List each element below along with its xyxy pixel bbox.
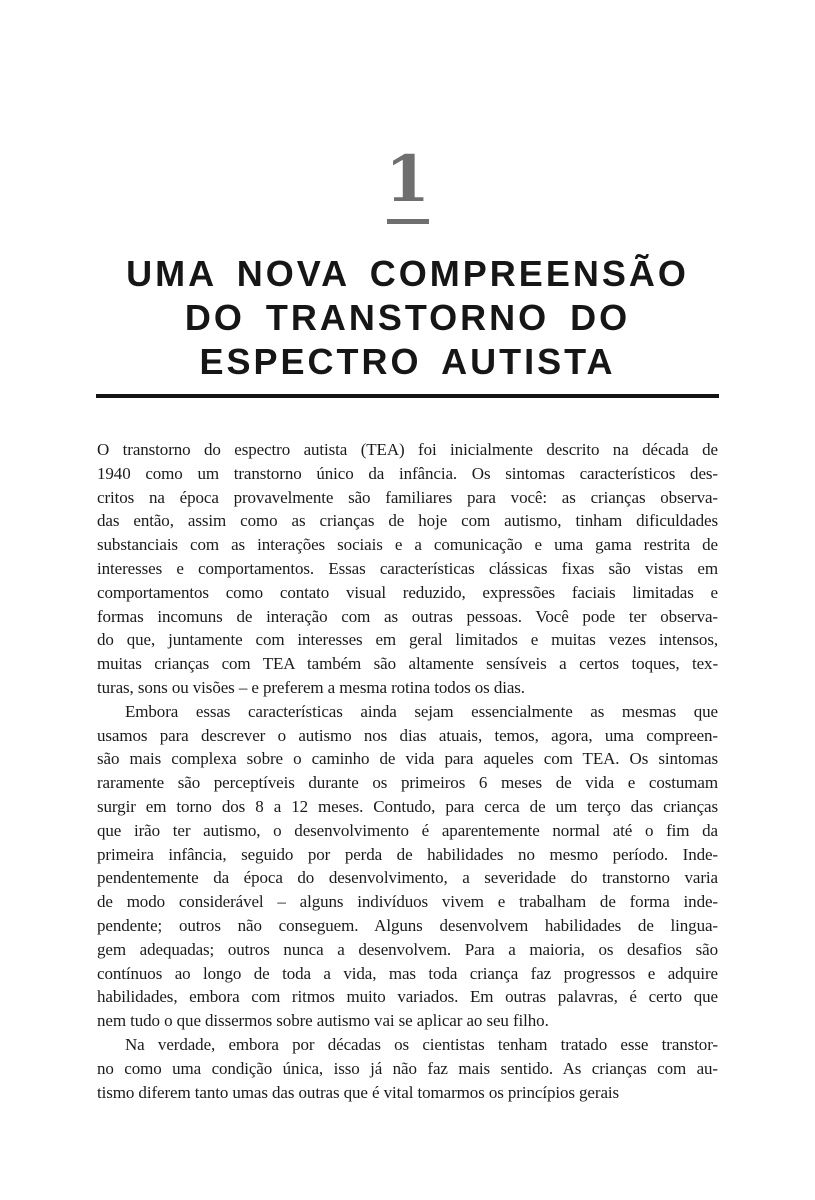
text-line: habilidades, embora com ritmos muito variados. Em outras palavras, é certo que xyxy=(97,987,718,1007)
text-line: são mais complexa sobre o caminho de vida para aqueles com TEA. Os sintomas xyxy=(97,749,718,769)
text-line: gem adequadas; outros nunca a desenvolvem. Para a maioria, os desafios são xyxy=(97,939,718,959)
text-line: pendente; outros não conseguem. Alguns desenvolvem habilidades de lingua- xyxy=(97,915,718,935)
text-line: muitas crianças com TEA também são altamente sensíveis a certos toques, tex- xyxy=(97,654,718,674)
text-line: nem tudo o que dissermos sobre autismo vai se aplicar ao seu filho. xyxy=(97,1011,549,1031)
text-line: formas incomuns de interação com as outras pessoas. Você pode ter observa- xyxy=(97,606,718,626)
paragraph xyxy=(97,438,718,700)
text-line: do que, juntamente com interesses em geral limitados e muitas vezes intensos, xyxy=(97,630,718,650)
text-line: contínuos ao longo de toda a vida, mas toda criança faz progressos e adquire xyxy=(97,963,718,983)
chapter-number-underline xyxy=(387,219,429,224)
text-line: das então, assim como as crianças de hoje com autismo, tinham dificuldades xyxy=(97,511,718,531)
text-line: critos na época provavelmente são familiares para você: as crianças observa- xyxy=(97,487,718,507)
paragraph xyxy=(97,700,718,1033)
chapter-title-line: ESPECTRO AUTISTA xyxy=(199,341,616,382)
text-line: tismo diferem tanto umas das outras que é vital tomarmos os princípios gerais xyxy=(97,1082,620,1102)
text-line: usamos para descrever o autismo nos dias atuais, temos, agora, uma compreen- xyxy=(97,725,718,745)
text-line: que irão ter autismo, o desenvolvimento é aparentemente normal até o fim da xyxy=(97,820,718,840)
text-line: de modo considerável – alguns indivíduos vivem e trabalham de forma inde- xyxy=(97,892,718,912)
body-text xyxy=(97,438,718,1104)
chapter-number: 1 xyxy=(385,142,430,217)
chapter-title-line: DO TRANSTORNO DO xyxy=(184,297,631,338)
text-line: comportamentos como contato visual reduzido, expressões faciais limitadas e xyxy=(97,582,718,602)
text-line: turas, sons ou visões – e preferem a mesma rotina todos os dias. xyxy=(97,677,525,697)
text-line: surgir em torno dos 8 a 12 meses. Contudo, para cerca de um terço das crianças xyxy=(97,796,718,816)
text-line: 1940 como um transtorno único da infância. Os sintomas característicos des- xyxy=(97,463,718,483)
paragraph xyxy=(97,1033,718,1104)
title-rule xyxy=(96,394,719,398)
text-line: substanciais com as interações sociais e a comunicação e uma gama restrita de xyxy=(97,535,718,555)
chapter-title-line: UMA NOVA COMPREENSÃO xyxy=(126,253,689,294)
text-line: no como uma condição única, isso já não faz mais sentido. As crianças com au- xyxy=(97,1058,718,1078)
text-line: Na verdade, embora por décadas os cientistas tenham tratado esse transtor- xyxy=(125,1034,718,1054)
text-line: O transtorno do espectro autista (TEA) foi inicialmente descrito na década de xyxy=(97,440,718,459)
text-line: Embora essas características ainda sejam essencialmente as mesmas que xyxy=(125,701,718,721)
text-line: raramente são perceptíveis durante os primeiros 6 meses de vida e costumam xyxy=(97,773,718,793)
text-line: pendentemente da época do desenvolvimento, a severidade do transtorno varia xyxy=(97,868,718,888)
text-line: primeira infância, seguido por perda de habilidades no mesmo período. Inde- xyxy=(97,844,718,864)
chapter-title xyxy=(0,252,815,384)
text-line: interesses e comportamentos. Essas características clássicas fixas são vistas em xyxy=(97,558,718,578)
